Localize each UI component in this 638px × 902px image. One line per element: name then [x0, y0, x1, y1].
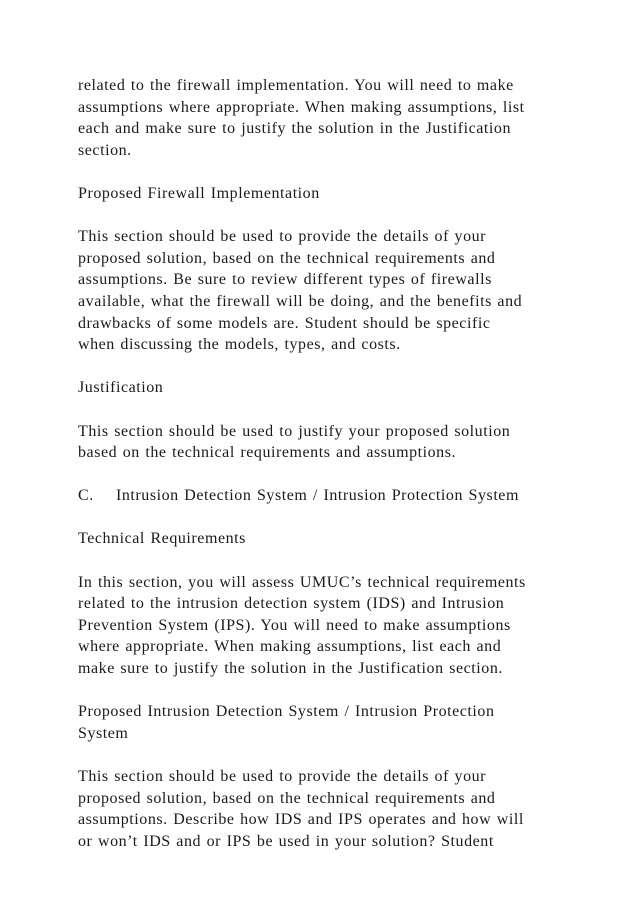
- heading-proposed-firewall-implementation: Proposed Firewall Implementation: [78, 184, 320, 202]
- heading-technical-requirements: Technical Requirements: [78, 530, 246, 548]
- paragraph-ids-technical-requirements: In this section, you will assess UMUC’s technical requirements related to the intrusion detection system (IDS) and Intrusion Prevention System (IPS). You will need to make assumptions where appropriate. When making assumptions, list each and make sure to justify the solution in the Justification section.: [78, 573, 526, 678]
- paragraph-firewall-assumptions: related to the firewall implementation. You will need to make assumptions where appropriate. When making assumptions, list each and make sure to justify the solution in the Justification section.: [78, 77, 525, 159]
- paragraph-justification: This section should be used to justify your proposed solution based on the technical requirements and assumptions.: [78, 422, 511, 462]
- heading-justification: Justification: [78, 379, 164, 397]
- paragraph-proposed-firewall-details: This section should be used to provide the details of your proposed solution, based on the technical requirements and assumptions. Be sure to review different types of firewalls available, what the firewall will be doing, and the benefits and drawbacks of some models are. Student should be specific when discussing the models, types, and costs.: [78, 228, 523, 354]
- paragraph-proposed-ids-details: This section should be used to provide the details of your proposed solution, based on the technical requirements and assumptions. Describe how IDS and IPS operates and how will or won’t IDS and or IPS be used in your solution? Student: [78, 768, 524, 850]
- heading-section-c-ids-ips: C. Intrusion Detection System / Intrusion Protection System: [78, 487, 519, 505]
- heading-proposed-ids-ips: Proposed Intrusion Detection System / Intrusion Protection System: [78, 703, 495, 742]
- document-body: [78, 75, 608, 874]
